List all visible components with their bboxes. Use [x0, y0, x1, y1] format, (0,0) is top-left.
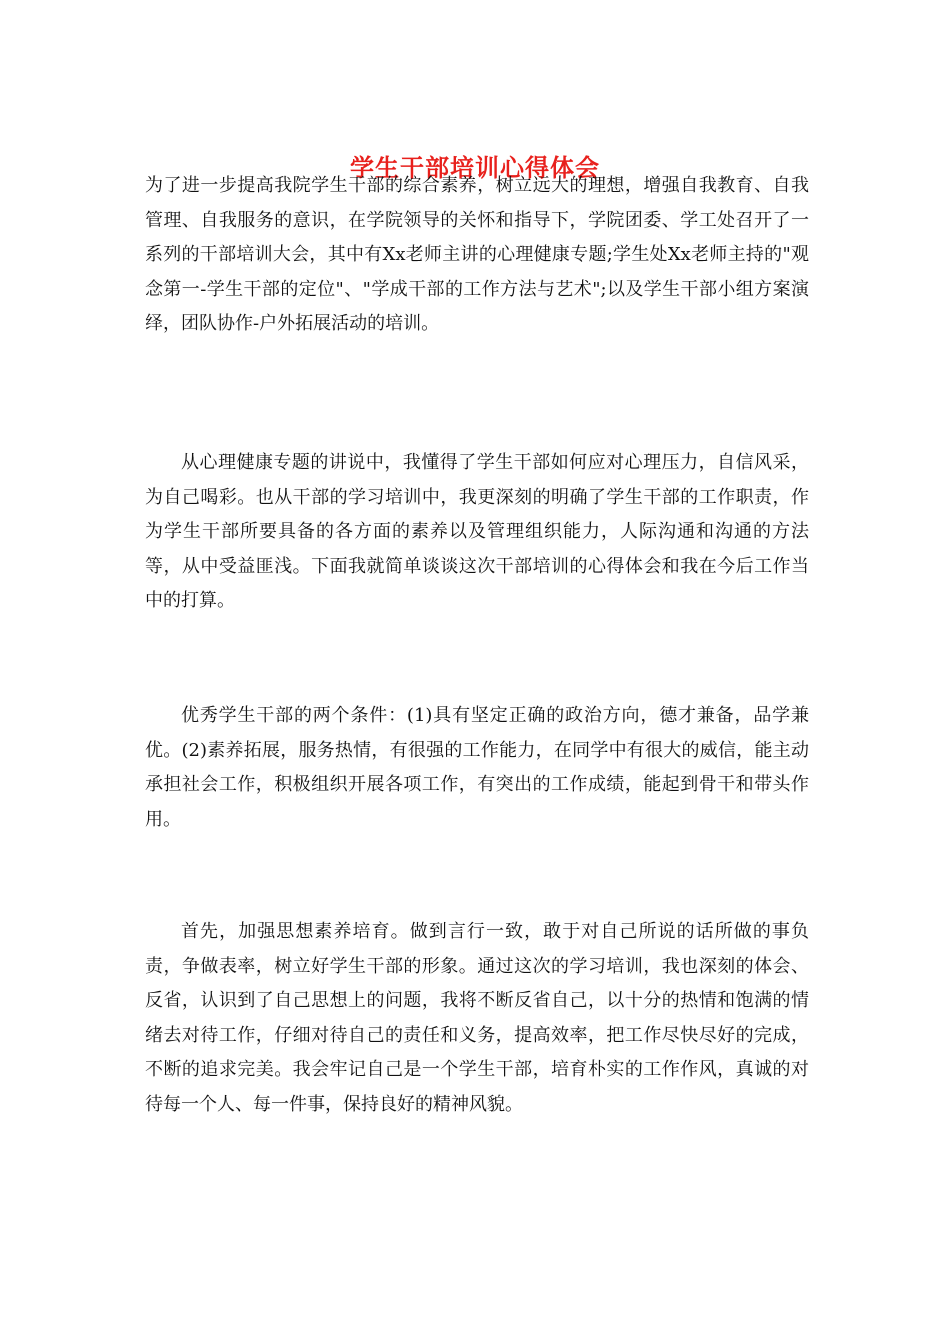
paragraph-two-conditions: 优秀学生干部的两个条件：(1)具有坚定正确的政治方向，德才兼备，品学兼优。(2)素养拓展，服务热情，有很强的工作能力，在同学中有很大的威信，能主动承担社会工作，积极组织开展各项工作，有突出的工作成绩，能起到骨干和带头作用。: [145, 705, 809, 830]
paragraph-ideological-cultivation: 首先，加强思想素养培育。做到言行一致，敢于对自己所说的话所做的事负责，争做表率，树立好学生干部的形象。通过这次的学习培训，我也深刻的体会、反省，认识到了自己思想上的问题，我将不断反省自己，以十分的热情和饱满的情绪去对待工作，仔细对待自己的责任和义务，提高效率，把工作尽快尽好的完成，不断的追求完美。我会牢记自己是一个学生干部，培育朴实的工作作风，真诚的对待每一个人、每一件事，保持良好的精神风貌。: [145, 921, 809, 1115]
document-title: 学生干部培训心得体会: [350, 153, 600, 182]
paragraph-psychology-lecture: 从心理健康专题的讲说中，我懂得了学生干部如何应对心理压力，自信风采，为自己喝彩。也从干部的学习培训中，我更深刻的明确了学生干部的工作职责，作为学生干部所要具备的各方面的素养以及管理组织能力，人际沟通和沟通的方法等，从中受益匪浅。下面我就简单谈谈这次干部培训的心得体会和我在今后工作当中的打算。: [145, 452, 809, 612]
paragraph-intro: 为了进一步提高我院学生干部的综合素养，树立远大的理想，增强自我教育、自我管理、自我服务的意识，在学院领导的关怀和指导下，学院团委、学工处召开了一系列的干部培训大会，其中有Xx老师主讲的心理健康专题;学生处Xx老师主持的"观念第一-学生干部的定位"、"学成干部的工作方法与艺术";以及学生干部小组方案演绎，团队协作-户外拓展活动的培训。: [145, 175, 809, 335]
